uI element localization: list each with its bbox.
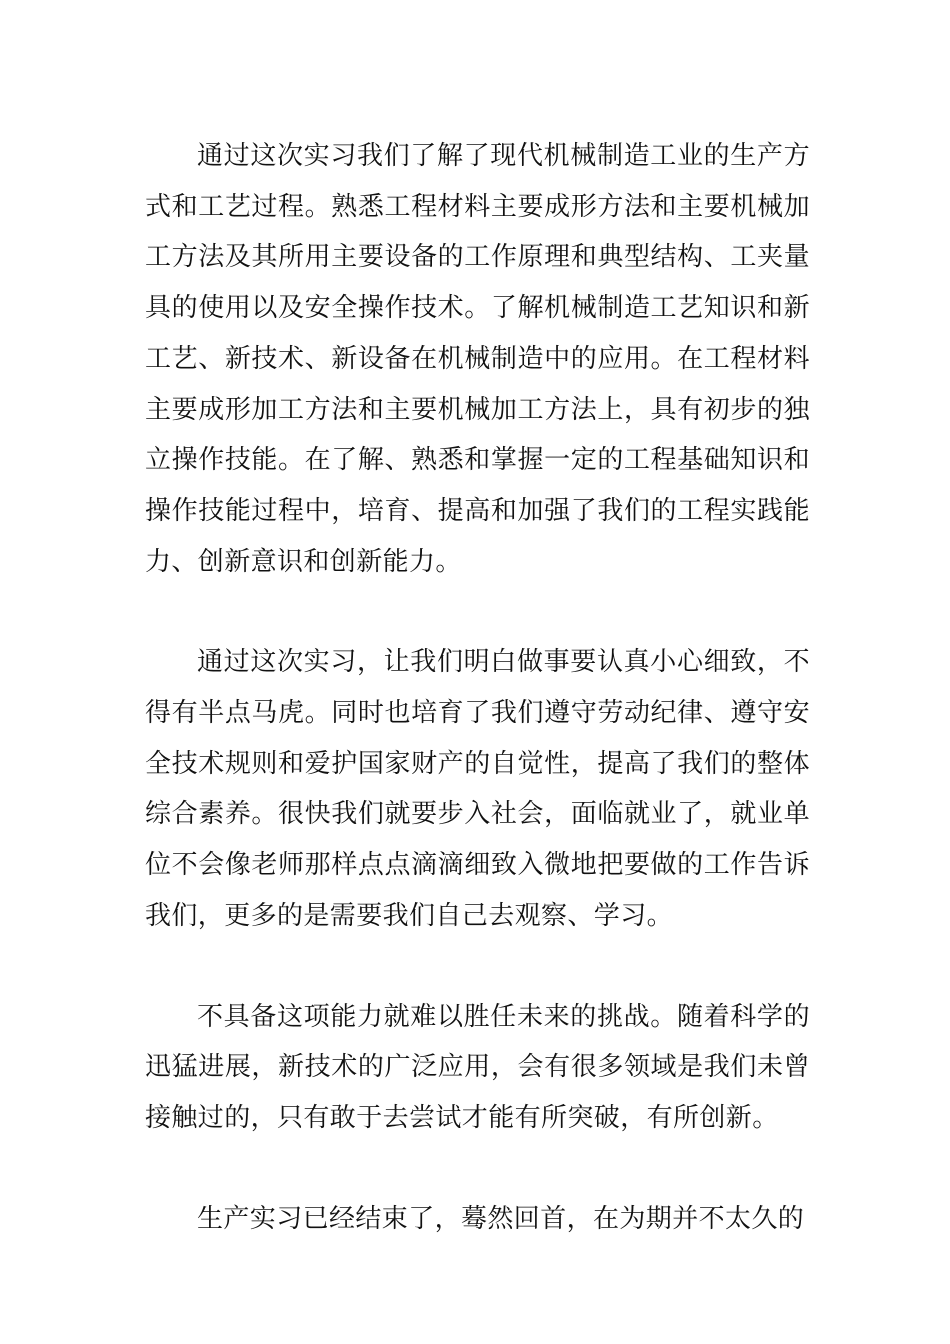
paragraph-1: 通过这次实习我们了解了现代机械制造工业的生产方式和工艺过程。熟悉工程材料主要成形方法和主要机械加工方法及其所用主要设备的工作原理和典型结构、工夹量具的使用以及安全操作技术。了解机械制造工艺知识和新工艺、新技术、新设备在机械制造中的应用。在工程材料主要成形加工方法和主要机械加工方法上，具有初步的独立操作技能。在了解、熟悉和掌握一定的工程基础知识和操作技能过程中，培育、提高和加强了我们的工程实践能力、创新意识和创新能力。 xyxy=(145,141,810,577)
paragraph-3: 不具备这项能力就难以胜任未来的挑战。随着科学的迅猛进展，新技术的广泛应用，会有很多领域是我们未曾接触过的，只有敢于去尝试才能有所突破，有所创新。 xyxy=(145,1001,810,1133)
paragraph-2: 通过这次实习，让我们明白做事要认真小心细致，不得有半点马虎。同时也培育了我们遵守劳动纪律、遵守安全技术规则和爱护国家财产的自觉性，提高了我们的整体综合素养。很快我们就要步入社会，面临就业了，就业单位不会像老师那样点点滴滴细致入微地把要做的工作告诉我们，更多的是需要我们自己去观察、学习。 xyxy=(145,647,810,931)
document-body xyxy=(145,131,810,1244)
paragraph-4: 生产实习已经结束了，蓦然回首，在为期并不太久的 xyxy=(197,1203,805,1234)
